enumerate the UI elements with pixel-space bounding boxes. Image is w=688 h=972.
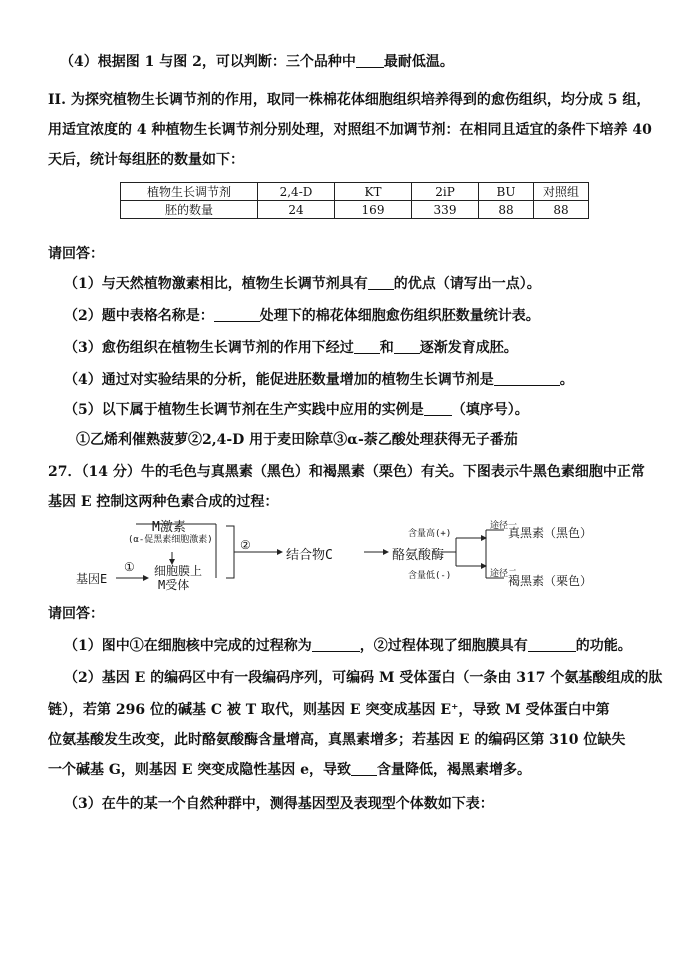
q27-question-1 [64,636,632,656]
pathway-1-label: 途径一 [490,521,518,531]
answer-blank [312,637,360,652]
q27-question-3: （3）在牛的某一个自然种群中，测得基因型及表现型个体数如下表： [64,796,494,812]
q5-text: （5）以下属于植物生长调节剂在生产实践中应用的实例是 [64,402,424,418]
step-1-label: ① [124,560,135,574]
q27-intro-1: 27．（14 分）牛的毛色与真黑素（黑色）和褐黑素（栗色）有关。下图表示牛黑色素细胞中正常 [48,464,645,480]
gene-e-label: 基因E [76,572,108,586]
table-header-row [121,183,589,201]
high-content-label: 含量高(+) [408,529,452,539]
m-receptor-label: M受体 [158,578,190,592]
q27-intro-2: 基因 E 控制这两种色素合成的过程： [48,494,279,510]
pigment-pathway-diagram [76,520,606,590]
q2-text-end: 处理下的棉花体细胞愈伤组织胚数量统计表。 [259,308,540,324]
answer-blank [528,637,576,652]
q27-1-text: （1）图中①在细胞核中完成的过程称为 [64,638,312,654]
q27-question-2-line-4 [48,760,531,780]
q4b-text: （4）通过对实验结果的分析，能促进胚数量增加的植物生长调节剂是 [64,372,494,388]
answer-blank [494,371,560,386]
part2-intro-2: 用适宜浓度的 4 种植物生长调节剂分别处理，对照组不加调节剂：在相同且适宜的条件下培养 40 [48,122,652,138]
membrane-label: 细胞膜上 [154,564,203,578]
answer-blank [354,339,380,354]
q1-text-end: 的优点（请写出一点）。 [393,276,541,292]
question-2 [64,306,540,326]
q27-1-text-mid: ，②过程体现了细胞膜具有 [359,638,528,654]
answer-blank [394,339,420,354]
part2-intro-3: 天后，统计每组胚的数量如下： [48,152,244,168]
pheomelanin-label: 褐黑素（栗色） [508,574,593,588]
step-2-label: ② [240,538,251,552]
table-cell: 169 [335,201,412,219]
q4-line [60,52,454,72]
answer-blank [351,761,377,776]
question-5 [64,400,529,420]
question-3 [64,338,518,358]
q5-text-end: （填序号）。 [451,402,529,418]
answer-prompt: 请回答： [48,246,104,262]
low-content-label: 含量低(-) [408,571,452,581]
question-4 [64,370,574,390]
table-cell: 88 [479,201,534,219]
table-header: 植物生长调节剂 [121,183,258,201]
q4-text: （4）根据图 1 与图 2，可以判断：三个品种中 [60,54,356,70]
q3-text-and: 和 [379,340,394,356]
q4b-text-end: 。 [559,372,574,388]
table-row [121,201,589,219]
q3-text-end: 逐渐发育成胚。 [419,340,518,356]
question-5-options: ①乙烯利催熟菠萝②2,4-D 用于麦田除草③α-萘乙酸处理获得无子番茄 [76,432,518,448]
table-cell: 88 [534,201,589,219]
question-1 [64,274,541,294]
table-cell: 339 [412,201,479,219]
m-hormone-sub-label: (α-促黑素细胞激素) [128,535,213,545]
answer-blank [214,307,260,322]
pathway-2-label: 途径二 [490,569,518,579]
part2-intro-1: II. 为探究植物生长调节剂的作用，取同一株棉花体细胞组织培养得到的愈伤组织，均分成 5 组， [48,92,651,108]
table-header: KT [335,183,412,201]
answer-blank [368,275,394,290]
table-cell: 24 [258,201,335,219]
compound-c-label: 结合物C [286,548,333,563]
q27-2-text: 一个碱基 G，则基因 E 突变成隐性基因 e，导致 [48,762,352,778]
regulator-table [120,182,589,219]
answer-blank [424,401,452,416]
q27-2-text-end: 含量降低，褐黑素增多。 [377,762,532,778]
q1-text: （1）与天然植物激素相比，植物生长调节剂具有 [64,276,368,292]
q4-text-end: 最耐低温。 [383,54,454,70]
answer-prompt-2: 请回答： [48,606,104,622]
table-header: 2,4-D [258,183,335,201]
table-cell: 胚的数量 [121,201,258,219]
answer-blank [356,53,384,68]
q27-question-2-line-2: 链），若第 296 位的碱基 C 被 T 取代，则基因 E 突变成基因 E⁺，导致 M 受体蛋白中第 [48,702,610,718]
q27-question-2-line-3: 位氨基酸发生改变，此时酪氨酸酶含量增高，真黑素增多；若基因 E 的编码区第 310 位缺失 [48,732,626,748]
q27-question-2-line-1: （2）基因 E 的编码区中有一段编码序列，可编码 M 受体蛋白（一条由 317 个氨基酸组成的肽 [64,670,663,686]
m-hormone-label: M激素 [152,520,186,535]
eumelanin-label: 真黑素（黑色） [508,526,593,540]
tyrosinase-label: 酪氨酸酶 [392,548,445,563]
table-header: BU [479,183,534,201]
q27-1-text-end: 的功能。 [575,638,632,654]
table-header: 对照组 [534,183,589,201]
q3-text: （3）愈伤组织在植物生长调节剂的作用下经过 [64,340,354,356]
table-header: 2iP [412,183,479,201]
q2-text: （2）题中表格名称是： [64,308,214,324]
